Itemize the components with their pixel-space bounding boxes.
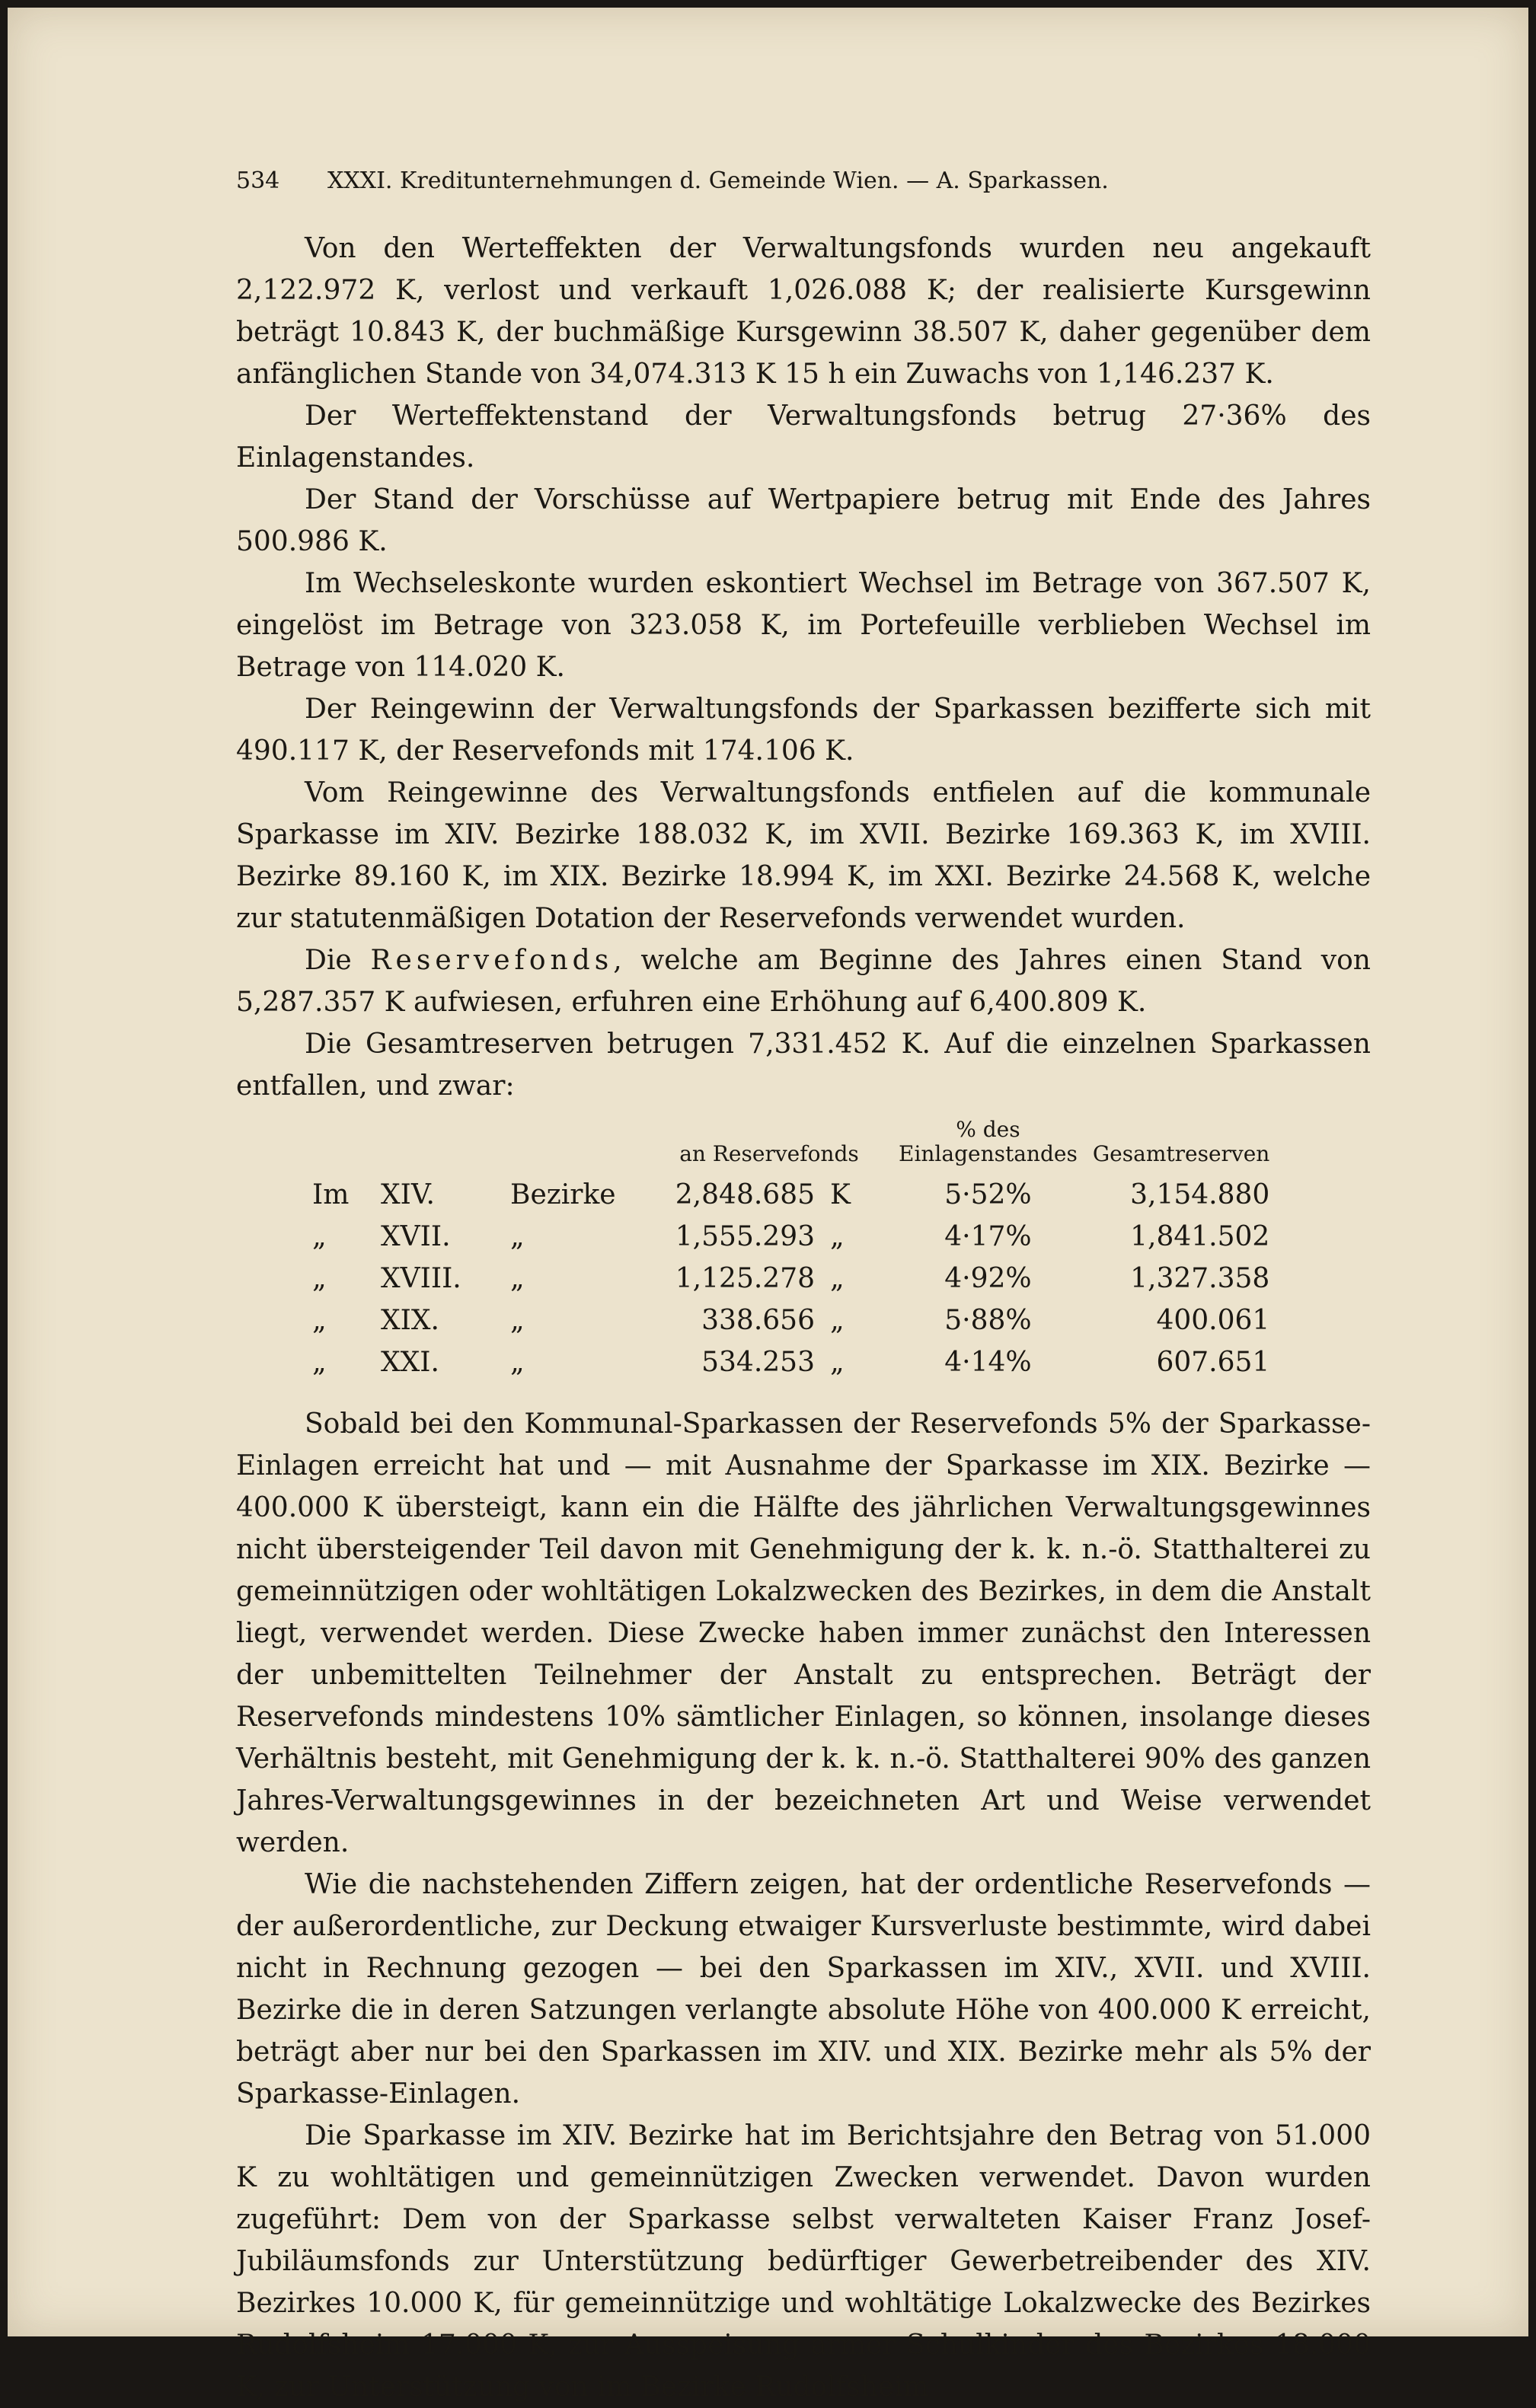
row-prefix: „ — [312, 1347, 327, 1378]
header-percent: % des Einlagenstandes — [899, 1117, 1078, 1166]
table-row — [305, 1341, 1277, 1383]
row-percent: 5·52% — [944, 1179, 1032, 1210]
paragraph: Der Stand der Vorschüsse auf Wertpapiere betrug mit Ende des Jahres 500.986 K. — [236, 484, 1371, 557]
reserves-table — [305, 1115, 1277, 1383]
table-row — [305, 1216, 1277, 1258]
table-row — [305, 1174, 1277, 1216]
page-number: 534 — [236, 167, 280, 194]
row-total: 3,154.880 — [1130, 1179, 1270, 1210]
row-prefix: Im — [312, 1179, 350, 1210]
row-unit: „ — [830, 1347, 845, 1378]
row-label: „ — [510, 1221, 525, 1252]
table-row — [305, 1300, 1277, 1341]
page-content — [236, 160, 1371, 2408]
reserve-paragraph — [236, 939, 1371, 1023]
row-district: XIX. — [381, 1305, 439, 1336]
row-district: XXI. — [381, 1347, 439, 1378]
row-total: 607.651 — [1156, 1347, 1270, 1378]
paragraph: Sobald bei den Kommunal-Sparkassen der Reservefonds 5% der Sparkasse-Einlagen erreicht hat und — mit Ausnahme der Sparkasse im XIX. Bezirke — 400.000 K übersteigt, kann ein die Hälfte des jährlichen Verwaltungsgewinnes nicht übersteigender Teil davon mit Genehmigung der k. k. n.-ö. Statthalterei zu gemeinnützigen oder wohltätigen Lokalzwecken des Bezirkes, in dem die Anstalt liegt, verwendet werden. Diese Zwecke haben immer zunächst den Interessen der unbemittelten Teilnehmer der Anstalt zu entsprechen. Beträgt der Reservefonds mindestens 10% sämtlicher Einlagen, so können, insolange dieses Verhältnis besteht, mit Genehmigung der k. k. n.-ö. Statthalterei 90% des ganzen Jahres-Verwaltungsgewinnes in der bezeichneten Art und Weise verwendet werden. — [236, 1408, 1371, 1858]
row-percent: 4·17% — [944, 1221, 1032, 1252]
row-total: 400.061 — [1156, 1305, 1270, 1336]
paragraph: Wie die nachstehenden Ziffern zeigen, hat der ordentliche Reservefonds — der außerordentliche, zur Deckung etwaiger Kursverluste bestimmte, wird dabei nicht in Rechnung gezogen — bei den Sparkassen im XIV., XVII. und XVIII. Bezirke die in deren Satzungen verlangte absolute Höhe von 400.000 K erreicht, beträgt aber nur bei den Sparkassen im XIV. und XIX. Bezirke mehr als 5% der Sparkasse-Einlagen. — [236, 1869, 1371, 2110]
row-unit: K — [830, 1179, 851, 1210]
row-percent: 4·14% — [944, 1347, 1032, 1378]
table-intro: Die Gesamtreserven betrugen 7,331.452 K. Auf die einzelnen Sparkassen entfallen, und zwar: — [236, 1029, 1371, 1102]
row-district: XIV. — [381, 1179, 435, 1210]
book-page — [8, 8, 1528, 2403]
row-label: „ — [510, 1263, 525, 1294]
header-total: Gesamtreserven — [1092, 1141, 1270, 1166]
paragraph: Von den Werteffekten der Verwaltungsfonds wurden neu angekauft 2,122.972 K, verlost und verkauft 1,026.088 K; der realisierte Kursgewinn beträgt 10.843 K, der buchmäßige Kursgewinn 38.507 K, daher gegenüber dem anfänglichen Stande von 34,074.313 K 15 h ein Zuwachs von 1,146.237 K. — [236, 233, 1371, 390]
paragraph: Die Sparkasse im XIV. Bezirke hat im Berichtsjahre den Betrag von 51.000 K zu wohltätigen und gemeinnützigen Zwecken verwendet. Davon wurden zugeführt: Dem von der Sparkasse selbst verwalteten Kaiser Franz Josef-Jubiläumsfonds zur Unterstützung bedürftiger Gewerbetreibender des XIV. Bezirkes 10.000 K, für gemeinnützige und wohltätige Lokalzwecke des Bezirkes Rudolfsheim 17.000 K, zur Ausspeisung armer Schulkinder des Bezirkes 18.000 K, zur Unterstützung von im Bezirke Rudolfsheim — [236, 2120, 1371, 2403]
row-total: 1,841.502 — [1130, 1221, 1270, 1252]
row-amount: 1,555.293 — [675, 1221, 815, 1252]
row-unit: „ — [830, 1305, 845, 1336]
row-amount: 534.253 — [701, 1347, 815, 1378]
row-label: „ — [510, 1347, 525, 1378]
row-total: 1,327.358 — [1130, 1263, 1270, 1294]
running-title: XXXI. Kreditunternehmungen d. Gemeinde Wien. — A. Sparkassen. — [327, 167, 1109, 194]
row-unit: „ — [830, 1263, 845, 1294]
row-label: Bezirke — [510, 1179, 616, 1210]
row-prefix: „ — [312, 1221, 327, 1252]
row-district: XVIII. — [381, 1263, 461, 1294]
table-header-row — [305, 1115, 1277, 1174]
row-percent: 5·88% — [944, 1305, 1032, 1336]
header-reservefonds: an Reservefonds — [679, 1141, 859, 1166]
reserve-rest: , welche am Beginne des Jahres einen Stand von 5,287.357 K aufwiesen, erfuhren eine Erhöhung auf 6,400.809 K. — [236, 945, 1371, 1018]
reserve-lead: Die — [305, 945, 352, 976]
row-district: XVII. — [381, 1221, 451, 1252]
row-amount: 338.656 — [701, 1305, 815, 1336]
row-prefix: „ — [312, 1305, 327, 1336]
row-prefix: „ — [312, 1263, 327, 1294]
paragraph: Der Werteffektenstand der Verwaltungsfonds betrug 27·36% des Einlagenstandes. — [236, 400, 1371, 474]
table-row — [305, 1258, 1277, 1300]
paragraph: Im Wechseleskonte wurden eskontiert Wechsel im Betrage von 367.507 K, eingelöst im Betrage von 323.058 K, im Portefeuille verblieben Wechsel im Betrage von 114.020 K. — [236, 568, 1371, 683]
running-header — [236, 160, 1371, 202]
paragraph: Der Reingewinn der Verwaltungsfonds der Sparkassen bezifferte sich mit 490.117 K, der Reservefonds mit 174.106 K. — [236, 694, 1371, 767]
row-unit: „ — [830, 1221, 845, 1252]
reserve-spaced-word: Reservefonds — [370, 945, 614, 976]
row-percent: 4·92% — [944, 1263, 1032, 1294]
paragraph: Vom Reingewinne des Verwaltungsfonds entfielen auf die kommunale Sparkasse im XIV. Bezirke 188.032 K, im XVII. Bezirke 169.363 K, im XVIII. Bezirke 89.160 K, im XIX. Bezirke 18.994 K, im XXI. Bezirke 24.568 K, welche zur statutenmäßigen Dotation der Reservefonds verwendet wurden. — [236, 777, 1371, 934]
row-label: „ — [510, 1305, 525, 1336]
row-amount: 1,125.278 — [675, 1263, 815, 1294]
row-amount: 2,848.685 — [675, 1179, 815, 1210]
